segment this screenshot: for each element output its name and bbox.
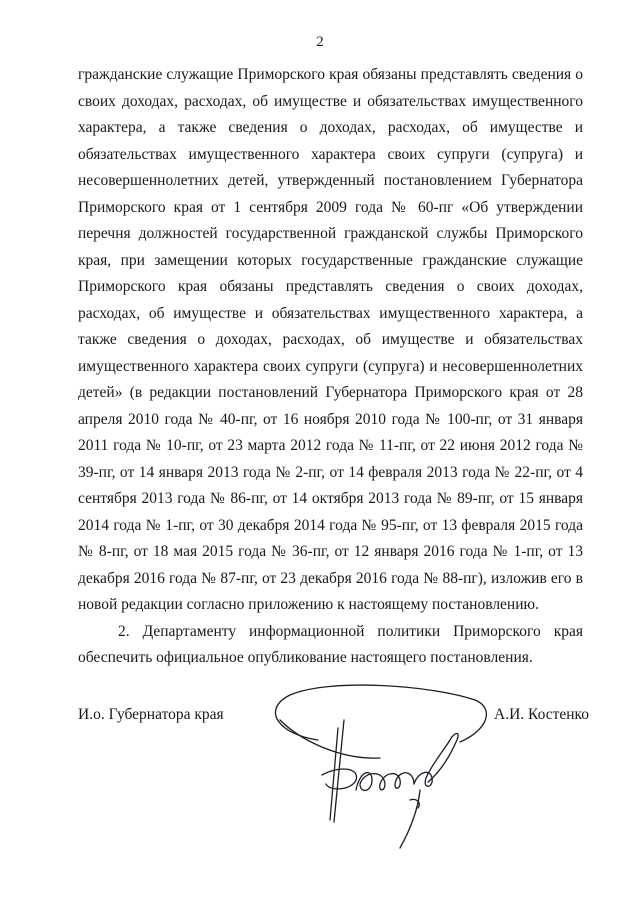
signatory-title: И.о. Губернатора края (78, 706, 224, 723)
handwritten-signature (260, 680, 500, 850)
paragraph-continuation: гражданские служащие Приморского края обязаны представлять сведения о своих доходах, расходах, об имуществе и обязательствах имущественного характера, а также сведения о доходах, расходах, об имуществе и обязательствах имущественного характера своих супруги (супруга) и несовершеннолетних детей, утвержденный постановлением Губернатора Приморского края от 1 сентября 2009 года № 60-пг «Об утверждении перечня должностей государственной гражданской службы Приморского края, при замещении которых государственные гражданские служащие Приморского края обязаны представлять сведения о своих доходах, расходах, об имуществе и обязательствах имущественного характера, а также сведения о доходах, расходах, об имуществе и обязательствах имущественного характера своих супруги (супруга) и несовершеннолетних детей» (в редакции постановлений Губернатора Приморского края от 28 апреля 2010 года № 40-пг, от 16 ноября 2010 года № 100-пг, от 31 января 2011 года № 10-пг, от 23 марта 2012 года № 11-пг, от 22 июня 2012 года № 39-пг, от 14 января 2013 года № 2-пг, от 14 февраля 2013 года № 22-пг, от 4 сентября 2013 года № 86-пг, от 14 октября 2013 года № 89-пг, от 15 января 2014 года № 1-пг, от 30 декабря 2014 года № 95-пг, от 13 февраля 2015 года № 8-пг, от 18 мая 2015 года № 36-пг, от 12 января 2016 года № 1-пг, от 13 декабря 2016 года № 87-пг, от 23 декабря 2016 года № 88-пг), изложив его в новой редакции согласно приложению к настоящему постановлению. (78, 66, 583, 613)
document-body (78, 62, 583, 672)
page-number: 2 (316, 34, 324, 50)
paragraph-item-2: 2. Департаменту информационной политики Приморского края обеспечить официальное опубликование настоящего постановления. (78, 622, 583, 666)
signatory-name: А.И. Костенко (494, 706, 590, 723)
